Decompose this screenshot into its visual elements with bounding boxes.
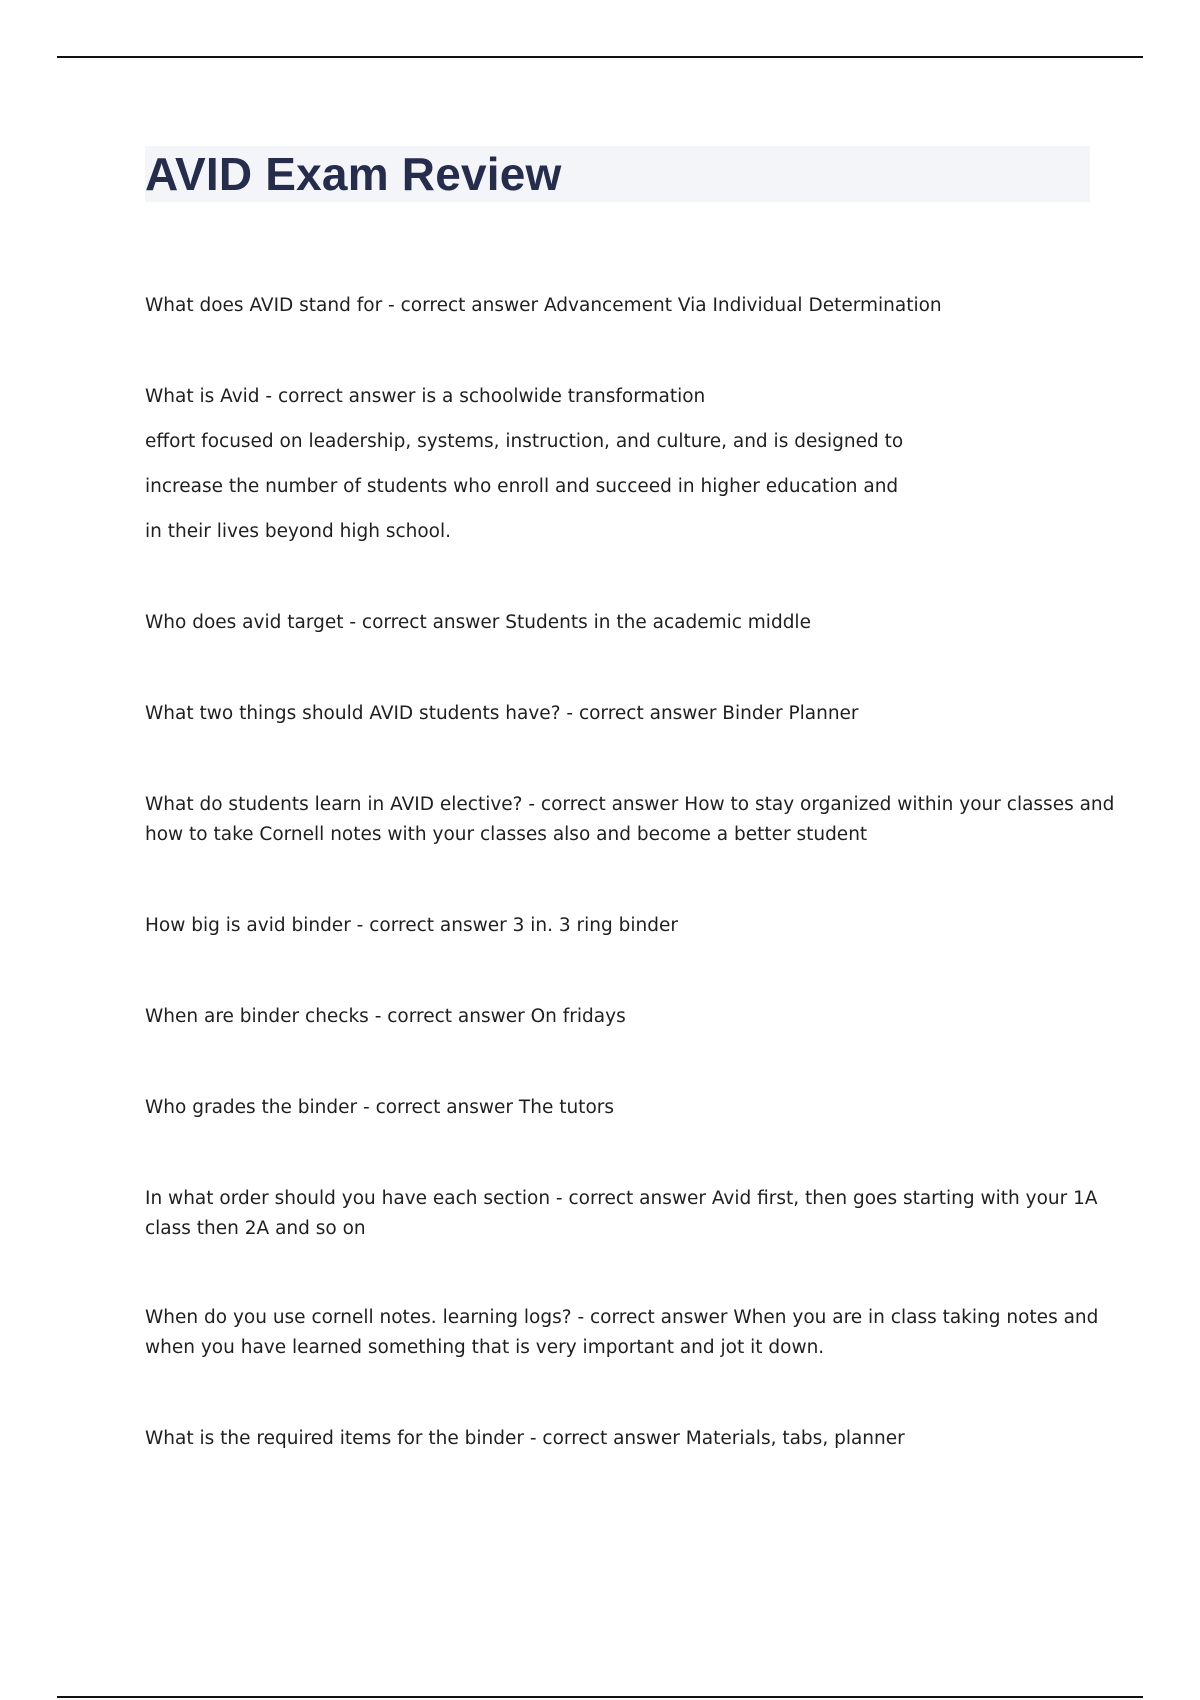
top-rule xyxy=(57,56,1143,58)
qa-item xyxy=(145,1002,1090,1032)
qa-line: increase the number of students who enroll and succeed in higher education and xyxy=(145,476,899,497)
qa-item xyxy=(145,1424,1090,1454)
qa-line: Who does avid target - correct answer Students in the academic middle xyxy=(145,612,811,633)
qa-item xyxy=(145,699,1090,729)
qa-item xyxy=(145,1093,1090,1123)
qa-line: How big is avid binder - correct answer 3 in. 3 ring binder xyxy=(145,915,678,936)
qa-line: What is Avid - correct answer is a schoolwide transformation xyxy=(145,386,706,407)
qa-line: What two things should AVID students have? - correct answer Binder Planner xyxy=(145,703,859,724)
qa-item xyxy=(145,790,1115,850)
page-title: AVID Exam Review xyxy=(145,148,562,200)
qa-line: What do students learn in AVID elective? - correct answer How to stay organized within your classes and xyxy=(145,794,1115,815)
qa-item xyxy=(145,374,1090,554)
qa-line: how to take Cornell notes with your classes also and become a better student xyxy=(145,824,868,845)
qa-line: What does AVID stand for - correct answer Advancement Via Individual Determination xyxy=(145,295,942,316)
qa-line: class then 2A and so on xyxy=(145,1218,366,1239)
qa-item xyxy=(145,1303,1099,1363)
qa-line: effort focused on leadership, systems, instruction, and culture, and is designed to xyxy=(145,431,904,452)
qa-line: What is the required items for the binder - correct answer Materials, tabs, planner xyxy=(145,1428,905,1449)
qa-line: When do you use cornell notes. learning logs? - correct answer When you are in class taking notes and xyxy=(145,1307,1099,1328)
qa-line: when you have learned something that is very important and jot it down. xyxy=(145,1337,825,1358)
qa-item xyxy=(145,911,1090,941)
bottom-rule xyxy=(57,1696,1143,1698)
qa-item xyxy=(145,1184,1098,1244)
qa-item xyxy=(145,291,1090,321)
qa-line: In what order should you have each section - correct answer Avid first, then goes starting with your 1A xyxy=(145,1188,1098,1209)
qa-item xyxy=(145,608,1090,638)
qa-line: When are binder checks - correct answer On fridays xyxy=(145,1006,626,1027)
qa-line: in their lives beyond high school. xyxy=(145,521,452,542)
qa-line: Who grades the binder - correct answer The tutors xyxy=(145,1097,615,1118)
